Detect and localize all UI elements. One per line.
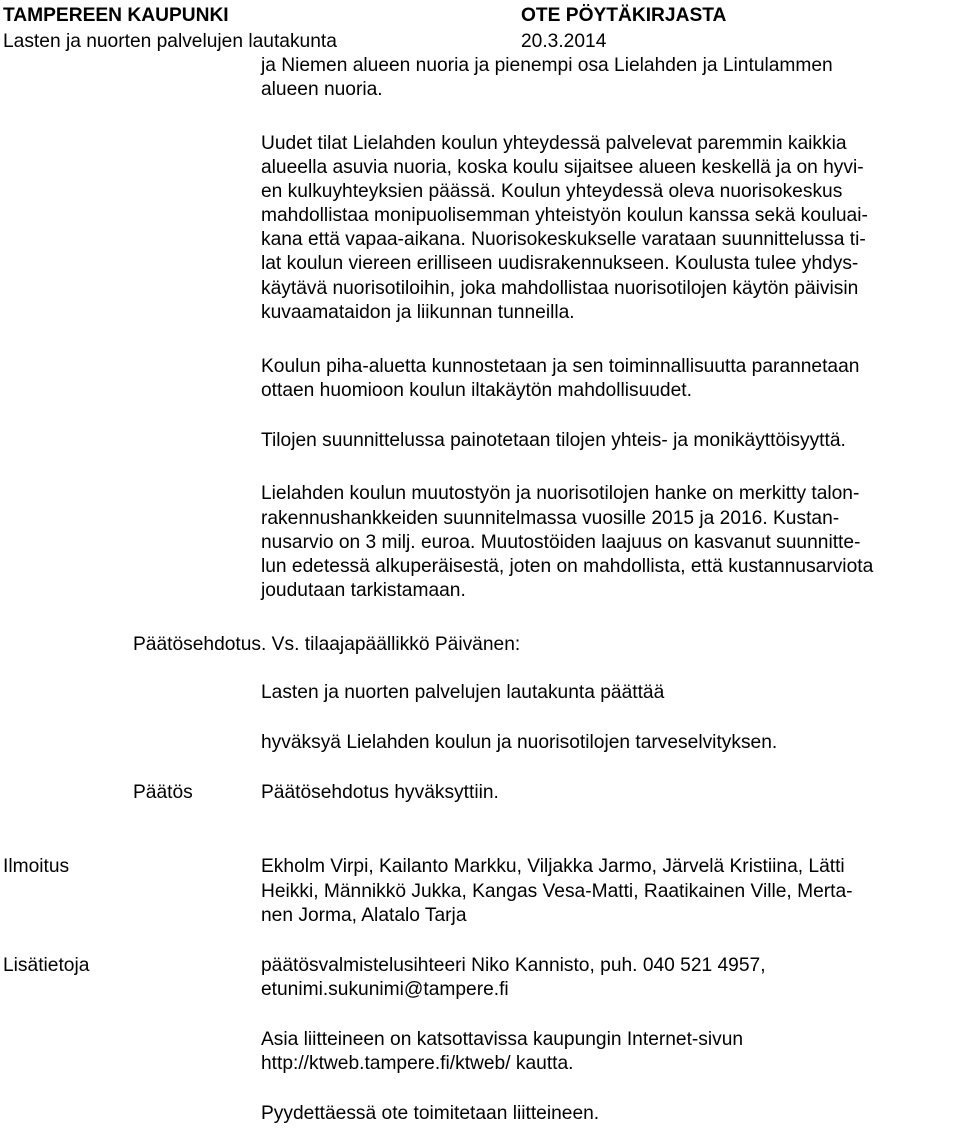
org-name: TAMPEREEN KAUPUNKI (3, 5, 229, 26)
body-line: Uudet tilat Lielahden koulun yhteydessä palvelevat paremmin kaikkia (261, 133, 847, 154)
meeting-date: 20.3.2014 (521, 31, 607, 52)
body-line: käytävä nuorisotiloihin, joka mahdollistaa nuorisotilojen käytön päivisin (261, 278, 859, 299)
notice-line: nen Jorma, Alatalo Tarja (261, 905, 467, 926)
contact-email: etunimi.sukunimi@tampere.fi (261, 979, 509, 1000)
body-line: alueen nuoria. (261, 79, 383, 100)
info-label: Lisätietoja (3, 955, 90, 976)
body-line: ja Niemen alueen nuoria ja pienempi osa Lielahden ja Lintulammen (261, 55, 833, 76)
doc-type: OTE PÖYTÄKIRJASTA (521, 5, 727, 26)
contact-line: päätösvalmistelusihteeri Niko Kannisto, puh. 040 521 4957, (261, 955, 766, 976)
body-line: kana että vapaa-aikana. Nuorisokeskukselle varataan suunnittelussa ti- (261, 229, 866, 250)
appendix-note: Pyydettäessä ote toimitetaan liitteineen. (261, 1103, 600, 1124)
proposal-heading: Päätösehdotus. Vs. tilaajapäällikkö Päivänen: (133, 634, 521, 655)
body-line: Lielahden koulun muutostyön ja nuorisotilojen hanke on merkitty talon- (261, 483, 860, 504)
body-line: lat koulun viereen erilliseen uudisrakennukseen. Koulusta tulee yhdys- (261, 253, 859, 274)
body-line: ottaen huomioon koulun iltakäytön mahdollisuudet. (261, 380, 692, 401)
decision-text: Päätösehdotus hyväksyttiin. (261, 782, 499, 803)
notice-line: Heikki, Männikkö Jukka, Kangas Vesa-Matti, Raatikainen Ville, Merta- (261, 881, 853, 902)
body-line: en kulkuyhteyksien päässä. Koulun yhteydessä oleva nuorisokeskus (261, 181, 843, 202)
body-line: lun edetessä alkuperäisestä, joten on mahdollista, että kustannusarviota (261, 556, 874, 577)
body-line: alueella asuvia nuoria, koska koulu sijaitsee alueen keskellä ja on hyvi- (261, 157, 864, 178)
proposal-line: hyväksyä Lielahden koulun ja nuorisotilojen tarveselvityksen. (261, 732, 778, 753)
proposal-line: Lasten ja nuorten palvelujen lautakunta päättää (261, 682, 665, 703)
body-line: nusarvio on 3 milj. euroa. Muutostöiden laajuus on kasvanut suunnitte- (261, 532, 861, 553)
attachment-line: Asia liitteineen on katsottavissa kaupungin Internet-sivun (261, 1029, 744, 1050)
body-line: Tilojen suunnittelussa painotetaan tilojen yhteis- ja monikäyttöisyyttä. (261, 430, 846, 451)
body-line: kuvaamataidon ja liikunnan tunneilla. (261, 302, 575, 323)
body-line: mahdollistaa monipuolisemman yhteistyön koulun kanssa sekä kouluai- (261, 205, 868, 226)
body-line: Koulun piha-aluetta kunnostetaan ja sen toiminnallisuutta parannetaan (261, 356, 860, 377)
attachment-url: http://ktweb.tampere.fi/ktweb/ kautta. (261, 1053, 574, 1074)
decision-label: Päätös (133, 782, 193, 803)
notice-label: Ilmoitus (3, 856, 70, 877)
committee-name: Lasten ja nuorten palvelujen lautakunta (3, 31, 337, 52)
body-line: rakennushankkeiden suunnitelmassa vuosille 2015 ja 2016. Kustan- (261, 508, 840, 529)
notice-line: Ekholm Virpi, Kailanto Markku, Viljakka Jarmo, Järvelä Kristiina, Lätti (261, 856, 845, 877)
body-line: joudutaan tarkistamaan. (261, 580, 466, 601)
